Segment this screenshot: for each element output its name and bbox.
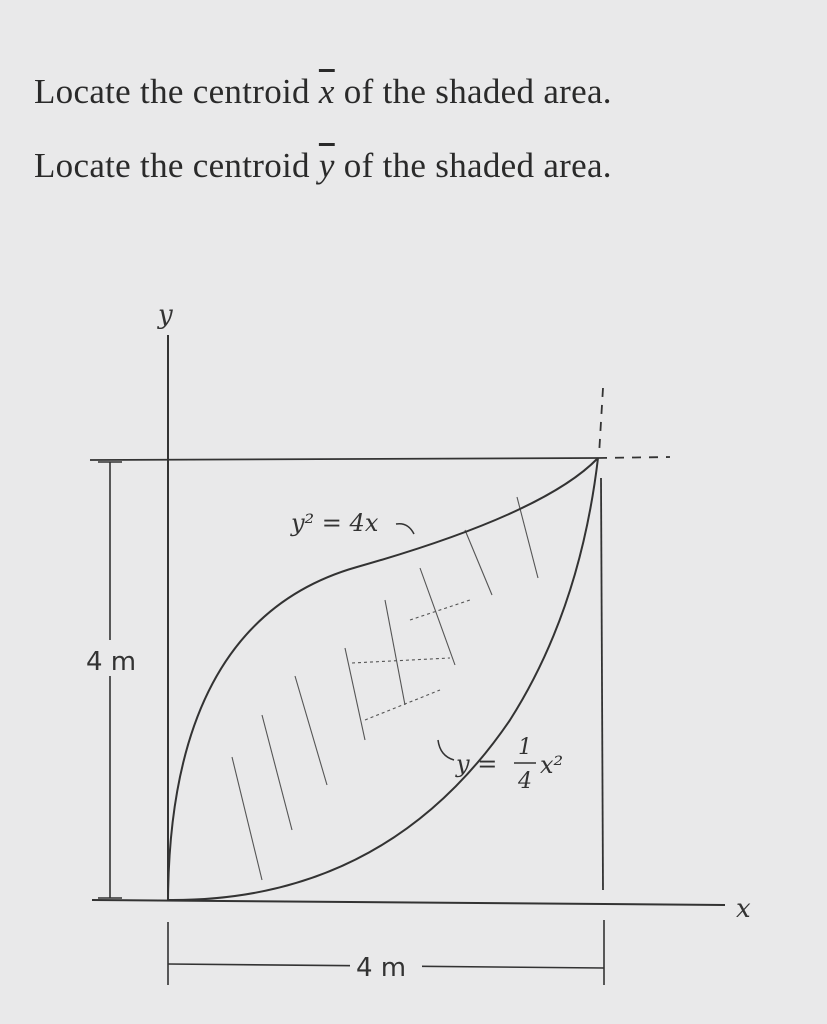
width-dimension-label: 4 m [356, 953, 407, 983]
x-bar-symbol: $\overline{x}$ [318, 72, 335, 111]
top-dashed-extension [598, 457, 670, 458]
lower-curve-y-eq-quarter-x2 [168, 458, 598, 900]
lower-curve-leader [438, 740, 454, 760]
question-line-y: Locate the centroid $\overline{y}$ of the shaded area. [34, 146, 612, 185]
top-boundary-line [90, 458, 598, 460]
upper-curve-leader [396, 524, 414, 534]
lower-curve-fraction-den: 4 [518, 769, 532, 794]
shaded-area-hatching [232, 497, 538, 880]
lower-curve-fraction-num: 1 [518, 735, 532, 760]
y-bar-symbol: $\overline{y}$ [318, 146, 335, 185]
question-line-x: Locate the centroid $\overline{x}$ of the shaded area. [34, 72, 612, 111]
upper-curve-label: y² = 4x [291, 509, 379, 537]
y-axis-label: y [158, 300, 173, 330]
right-dashed-extension [599, 388, 603, 455]
height-dimension-label: 4 m [86, 647, 137, 677]
lower-curve-label-rhs: x² [540, 751, 564, 779]
right-boundary-line [601, 478, 603, 890]
x-axis-label: x [736, 894, 751, 924]
lower-curve-label-lhs: y = [456, 750, 498, 778]
